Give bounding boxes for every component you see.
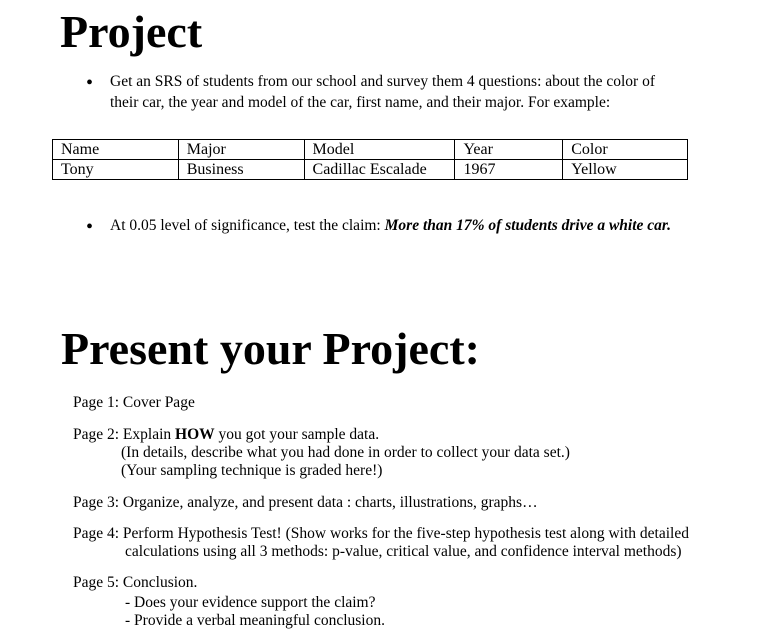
page2-line [73,425,379,444]
table-header-cell: Year [455,140,563,160]
page1-line: Page 1: Cover Page [73,394,195,411]
bullet-dot: • [86,72,94,94]
table-header-cell: Name [53,140,179,160]
page2-suffix: you got your sample data. [214,426,380,443]
table-header-cell: Color [563,140,688,160]
table-row [53,160,688,180]
table-cell: Cadillac Escalade [304,160,455,180]
bullet2-text [110,215,671,236]
page2-sub2: (Your sampling technique is graded here!) [121,462,383,479]
table-header-cell: Major [178,140,304,160]
page2-bold: HOW [175,426,215,443]
bullet2-prefix: At 0.05 level of significance, test the claim: [110,217,385,234]
page4-line2: calculations using all 3 methods: p-value, critical value, and confidence interval methods) [125,543,682,560]
page5-sub2: - Provide a verbal meaningful conclusion. [125,612,385,629]
table-cell: 1967 [455,160,563,180]
table-cell: Yellow [563,160,688,180]
page2-sub1: (In details, describe what you had done in order to collect your data set.) [121,444,570,461]
page5-line: Page 5: Conclusion. [73,574,198,591]
page4-line1: Page 4: Perform Hypothesis Test! (Show works for the five-step hypothesis test along with detailed [73,525,689,542]
present-title: Present your Project: [61,323,480,374]
page2-prefix: Page 2: Explain [73,426,176,443]
table-header-cell: Model [304,140,455,160]
bullet-dot: • [86,216,94,238]
bullet1-line1: Get an SRS of students from our school and survey them 4 questions: about the color of [110,73,656,90]
bullet1-line2: their car, the year and model of the car, first name, and their major. For example: [110,94,611,111]
sample-table [52,139,688,180]
table-cell: Tony [53,160,179,180]
table-cell: Business [178,160,304,180]
page-title: Project [60,6,203,57]
page3-line: Page 3: Organize, analyze, and present data : charts, illustrations, graphs… [73,494,538,511]
bullet2-claim: More than 17% of students drive a white car. [384,217,671,234]
page5-sub1: - Does your evidence support the claim? [125,594,376,611]
table-header-row [53,140,688,160]
